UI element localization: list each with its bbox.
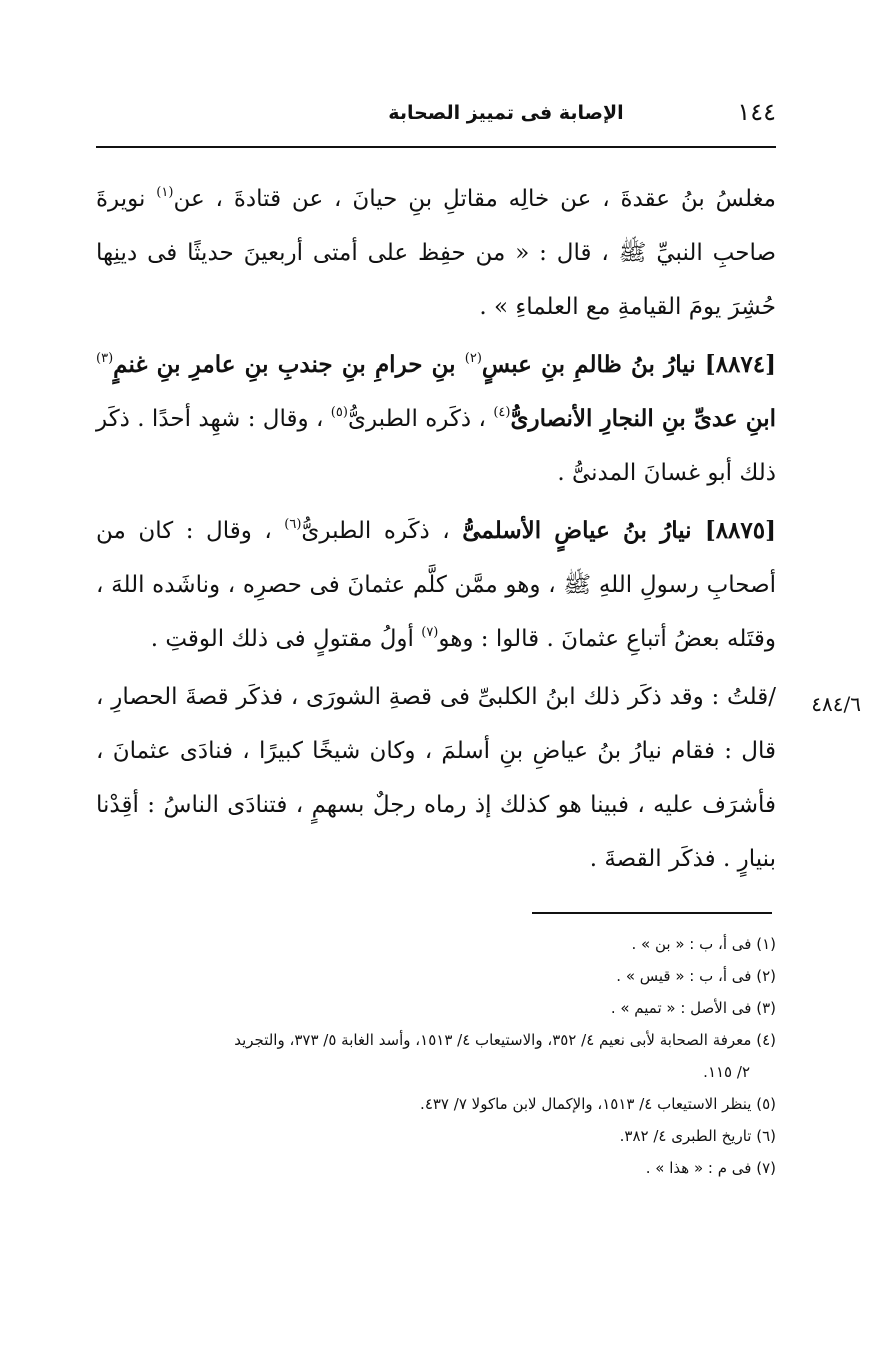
entry-name: بنِ حرامِ بنِ جندبِ بنِ عامرِ بنِ غنمٍ [113, 351, 465, 378]
entry-8875 [96, 504, 776, 666]
footnote-ref[interactable]: (٥) [330, 405, 348, 420]
margin-note: ٤٨٤/٦ [811, 692, 861, 716]
paragraph-1 [96, 172, 776, 334]
body-text [96, 172, 776, 886]
footnotes [86, 928, 776, 1184]
footnote-ref[interactable]: (١) [156, 185, 174, 200]
text: أولُ مقتولٍ فى ذلك الوقتِ . [150, 626, 422, 652]
text: نويرةَ صاحبِ النبيِّ ﷺ ، قال : « من حفِظ على أمتى أربعينَ حديثًا فى دينِها حُشِرَ يومَ القيامةِ مع العلماءِ » . [96, 186, 776, 320]
entry-name: نيارُ بنُ عياضٍ الأسلمىُّ [462, 517, 705, 544]
text: مغلسُ بنُ عقدةَ ، عن خالِه مقاتلِ بنِ حيانَ ، عن قتادةَ ، عن [173, 186, 776, 212]
text: /قلتُ : وقد ذكَر ذلك ابنُ الكلبىِّ فى قصةِ الشورَى ، فذكَر قصةَ الحصارِ ، قال : فقام نيارُ بنُ عياضِ بنِ أسلمَ ، وكان شيخًا كبيرًا ، فنادَى عثمانَ ، فأشرَف عليه ، فبينا هو كذلك إذ رماه رجلٌ بسهمٍ ، فتنادَى الناسُ : أقِدْنا بنيارٍ . فذكَر القصةَ . [96, 684, 776, 872]
entry-name: ابنِ عدىِّ بنِ النجارِ الأنصارىُّ [510, 405, 776, 432]
footnote: (١) فى أ، ب : « بن » . [631, 935, 776, 953]
footnote: (٣) فى الأصل : « تميم » . [610, 999, 776, 1017]
footnote-ref[interactable]: (٢) [464, 351, 482, 366]
text: ، وقال : كان من أصحابِ رسولِ اللهِ ﷺ ، وهو ممَّن كلَّم عثمانَ فى حصرِه ، وناشَده اللهَ ، وقتَله بعضُ أتباعِ عثمانَ . قالوا : وهو [96, 518, 776, 652]
header-rule [96, 146, 776, 148]
footnote-ref[interactable]: (٧) [421, 625, 439, 640]
footnote: (٧) فى م : « هذا » . [645, 1159, 776, 1177]
footnote: (٢) فى أ، ب : « قيس » . [616, 967, 776, 985]
running-title: الإصابة فى تمييز الصحابة [388, 102, 624, 124]
text: ، وقال : شهِد أحدًا . ذكَر ذلك أبو غسانَ المدنىُّ . [96, 406, 776, 486]
entry-number: [٨٨٧٥] [704, 517, 777, 544]
entry-8874 [96, 338, 776, 500]
footnote-rule [532, 912, 772, 914]
footnote: (٦) تاريخ الطبرى ٤/ ٣٨٢. [619, 1127, 776, 1145]
page-header [96, 96, 776, 136]
footnote-ref[interactable]: (٦) [284, 517, 302, 532]
text: ، ذكَره الطبرىُّ [301, 518, 463, 544]
footnote: (٤) معرفة الصحابة لأبى نعيم ٤/ ٣٥٢، والاستيعاب ٤/ ١٥١٣، وأسد الغابة ٥/ ٣٧٣، والتجريد [234, 1031, 776, 1049]
footnote-ref[interactable]: (٤) [493, 405, 511, 420]
entry-number: [٨٨٧٤] [704, 351, 776, 378]
paragraph-4 [96, 670, 776, 886]
text: ، ذكَره الطبرىُّ [347, 406, 494, 432]
footnote: (٥) ينظر الاستيعاب ٤/ ١٥١٣، والإكمال لابن ماكولا ٧/ ٤٣٧. [420, 1095, 776, 1113]
footnote-ref[interactable]: (٣) [96, 351, 114, 366]
entry-name: نيارُ بنُ ظالمِ بنِ عبسٍ [481, 351, 705, 378]
page-number: ١٤٤ [737, 98, 776, 126]
footnote-continuation: ٢/ ١١٥. [703, 1063, 750, 1081]
